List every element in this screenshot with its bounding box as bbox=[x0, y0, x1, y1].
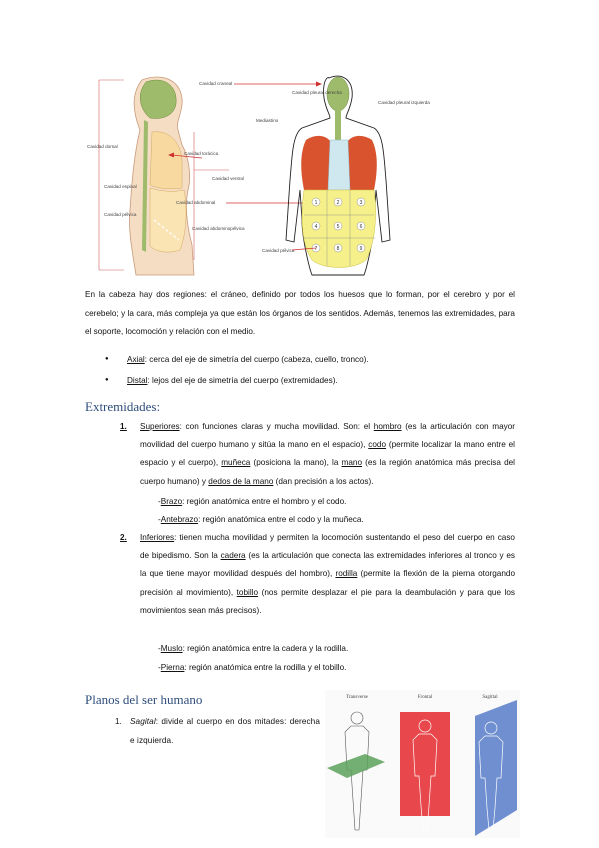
list-number: 1. bbox=[120, 422, 127, 431]
list-item-superiores: 1. Superiores: con funciones claras y mucha movilidad. Son: el hombro (es la articulación con mayor movilidad del cuerpo humano y sitúa la mano en el espacio), codo (permite localizar la mano entre el espacio y el cuerpo), muñeca (posiciona la mano), la mano (es la región anatómica más precisa del cuerpo humano) y dedos de la mano (dan precisión a los actos). bbox=[120, 418, 515, 491]
sub-item-brazo: -Brazo: región anatómica entre el hombro y el codo. bbox=[158, 497, 347, 506]
body-cavities-figure bbox=[84, 70, 430, 280]
sub-item-muslo: -Muslo: región anatómica entre la cadera y la rodilla. bbox=[158, 644, 349, 653]
region-label-1: 1 bbox=[314, 200, 318, 206]
term-inferiores: Inferiores bbox=[140, 533, 175, 542]
label-cavidad-abdominal: Cavidad abdominal bbox=[176, 200, 216, 205]
heading-planos: Planos del ser humano bbox=[85, 692, 203, 707]
list-item-sagital: 1. Sagital: divide al cuerpo en dos mitades: derecha e izquierda. bbox=[115, 712, 320, 750]
term-brazo: Brazo bbox=[160, 497, 183, 506]
bullet-distal: ● Distal: lejos del eje de simetría del cuerpo (extremidades). bbox=[105, 370, 515, 391]
term-rodilla: rodilla bbox=[335, 569, 358, 579]
term-pierna: Pierna bbox=[160, 663, 185, 672]
label-mediastino: Mediastino bbox=[256, 118, 279, 123]
label-pleural-derecha: Cavidad pleural derecha bbox=[292, 90, 342, 95]
region-label-2: 2 bbox=[336, 200, 340, 206]
term-superiores: Superiores bbox=[140, 422, 180, 431]
term-mano: mano bbox=[341, 458, 363, 468]
term-muneca: muñeca bbox=[221, 458, 251, 468]
label-pleural-izquierda: Cavidad pleural izquierda bbox=[378, 100, 430, 105]
label-cavidad-abdominopelvica: Cavidad abdominopélvica bbox=[192, 226, 245, 231]
term-antebrazo: Antebrazo bbox=[160, 515, 199, 524]
label-transverse: Transverse bbox=[346, 695, 368, 700]
region-label-4: 4 bbox=[314, 224, 318, 230]
label-cavidad-pelvica-right: Cavidad pélvica bbox=[262, 248, 295, 253]
label-cavidad-toracica: Cavidad torácica bbox=[184, 151, 219, 156]
term-codo: codo bbox=[368, 440, 387, 450]
frontal-plane-panel bbox=[400, 712, 450, 830]
term-axial: Axial bbox=[127, 355, 145, 364]
region-label-3: 3 bbox=[359, 200, 363, 206]
region-label-6: 6 bbox=[359, 224, 363, 230]
intro-paragraph: En la cabeza hay dos regiones: el cráneo, definido por todos los huesos que lo forman, por el cerebro y por el cerebelo; y la cara, más compleja ya que están los órganos de los sentidos. Además, tenemos las extremidades, para el soporte, locomoción y relación con el medio. bbox=[85, 290, 515, 336]
heading-extremidades: Extremidades: bbox=[85, 399, 161, 414]
axis-bullet-list bbox=[105, 349, 515, 391]
sub-item-antebrazo: -Antebrazo: región anatómica entre el codo y la muñeca. bbox=[158, 515, 364, 524]
label-cavidad-dorsal: Cavidad dorsal bbox=[87, 144, 118, 149]
label-frontal: Frontal bbox=[417, 695, 433, 700]
term-distal: Distal bbox=[127, 376, 148, 385]
term-tobillo: tobillo bbox=[236, 587, 259, 597]
term-muslo: Muslo bbox=[160, 644, 183, 653]
sub-item-pierna: -Pierna: región anatómica entre la rodilla y el tobillo. bbox=[158, 663, 347, 672]
term-cadera: cadera bbox=[220, 551, 246, 561]
region-label-7: 7 bbox=[314, 246, 318, 252]
body-planes-figure bbox=[325, 690, 520, 838]
region-label-5: 5 bbox=[336, 224, 340, 230]
label-cavidad-craneal: Cavidad craneal bbox=[199, 81, 233, 86]
label-sagittal: Sagittal bbox=[482, 695, 498, 700]
label-cavidad-pelvica-left: Cavidad pélvica bbox=[104, 212, 137, 217]
list-number: 2. bbox=[120, 533, 127, 542]
frontal-view bbox=[286, 76, 390, 275]
term-sagital: Sagital bbox=[130, 717, 156, 726]
bullet-axial: ● Axial: cerca del eje de simetría del cuerpo (cabeza, cuello, tronco). bbox=[105, 349, 515, 370]
label-cavidad-espinal: Cavidad espinal bbox=[104, 184, 137, 189]
region-label-9: 9 bbox=[359, 246, 363, 252]
lateral-view bbox=[99, 77, 229, 275]
list-number: 1. bbox=[115, 717, 122, 726]
label-cavidad-ventral: Cavidad ventral bbox=[212, 176, 244, 181]
list-item-inferiores: 2. Inferiores: tienen mucha movilidad y permiten la locomoción sustentando el peso del cuerpo en caso de bipedismo. Son la cadera (es la articulación que conecta las extremidades inferiores al tronco y es la que tiene mayor movilidad después del hombro), rodilla (permite la flexión de la pierna otorgando precisión al movimiento), tobillo (nos permite desplazar el pie para la deambulación y para que los movimientos sean más precisos). bbox=[120, 529, 515, 620]
region-label-8: 8 bbox=[336, 246, 340, 252]
term-hombro: hombro bbox=[373, 422, 402, 431]
term-dedos: dedos de la mano bbox=[208, 476, 274, 486]
